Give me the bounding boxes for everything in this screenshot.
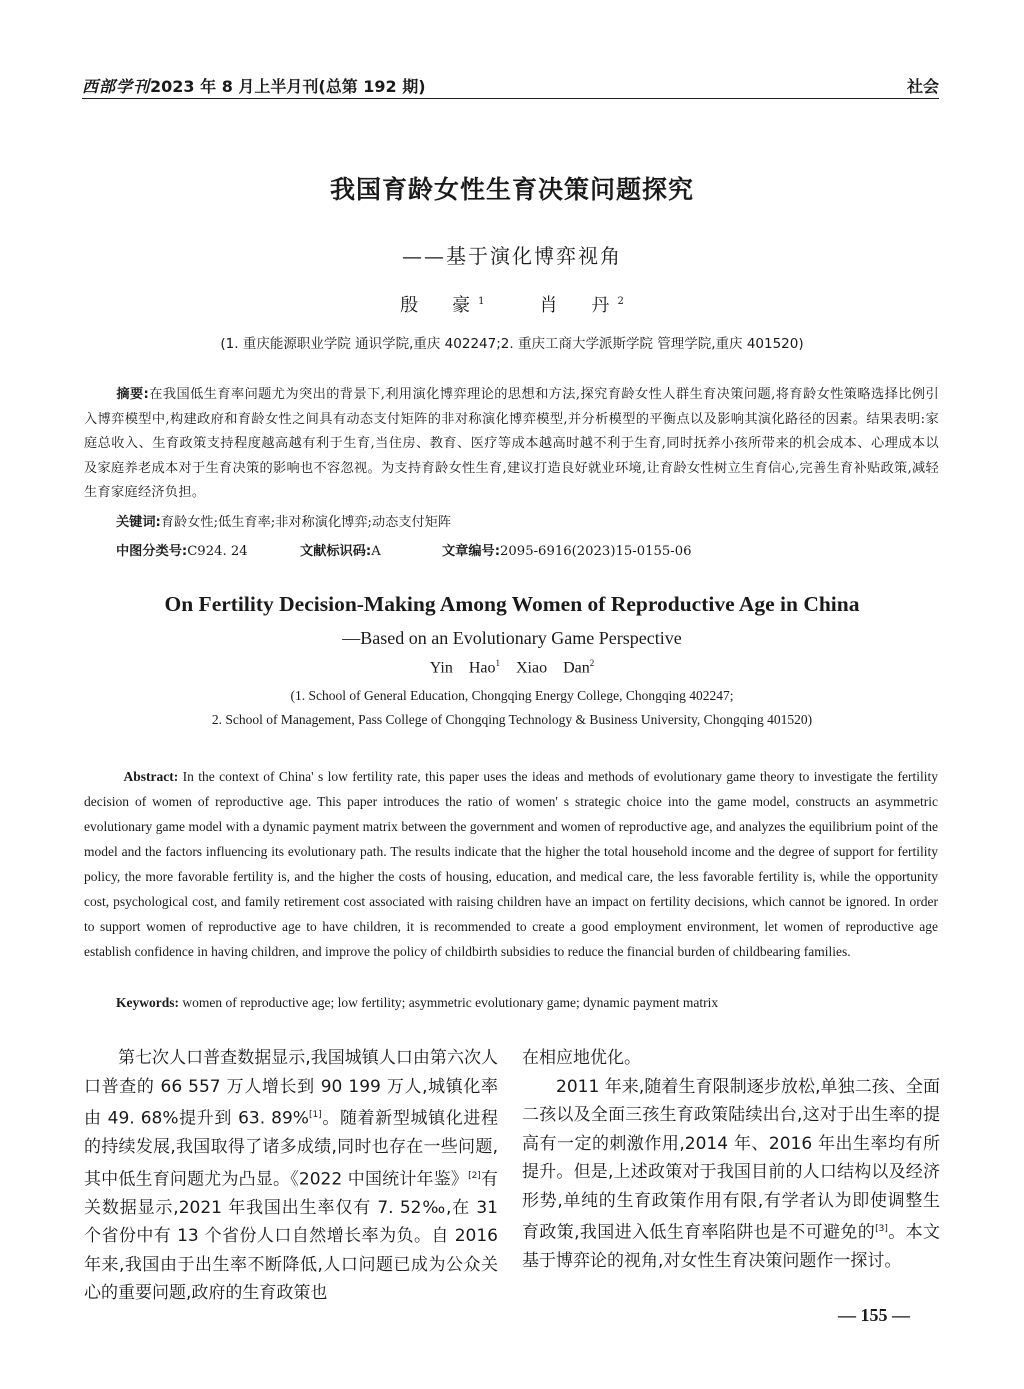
doc-value: A [371,544,381,559]
paper-subtitle-en: —Based on an Evolutionary Game Perspective [342,628,682,648]
paragraph [522,1073,940,1276]
journal-issue [82,74,426,97]
clc-label: 中图分类号: [116,544,188,559]
authors-en [0,658,1024,677]
article-label: 文章编号: [442,544,501,559]
clc-number [116,540,248,559]
affiliations-zh: (1. 重庆能源职业学院 通识学院,重庆 402247;2. 重庆工商大学派斯学院 管理学院,重庆 401520) [220,336,804,352]
keywords-en [116,995,936,1011]
body-text: 有关数据显示,2021 年我国出生率仅有 7. 52‰,在 31 个省份中有 13 个省份人口自然增长率为负。自 2016 年来,我国由于出生率不断降低,人口问题已成为公众关心的重要问题,政府的生育政策也 [84,1169,498,1304]
keywords-label-zh: 关键词: [116,515,161,530]
paper-title-en: On Fertility Decision-Making Among Women of Reproductive Age in China [164,592,860,616]
keywords-zh [116,511,936,530]
citation-ref: [1] [308,1110,322,1120]
doc-label: 文献标识码: [300,544,372,559]
section-label: 社会 [906,77,939,96]
author-name-en: Yin Hao [429,659,496,677]
paragraph: 在相应地优化。 [522,1048,641,1068]
author-name-en: Xiao Dan [516,659,590,677]
article-value: 2095-6916(2023)15-0155-06 [500,544,692,559]
author-name: 殷 豪 [400,295,479,316]
affiliation-en-2: 2. School of Management, Pass College of Chongqing Technology & Business University, Chongqing 401520) [211,712,813,727]
abstract-zh [84,383,939,506]
issue-text: 2023 年 8 月上半月刊(总第 192 期) [150,77,426,96]
author-affil-marker: 2 [617,296,624,307]
author-name: 肖 丹 [539,295,618,316]
body-text: 。随着新型城镇化进程的持续发展,我国取得了诸多成绩,同时也存在一些问题,其中低生育问题尤为凸显。《2022 中国统计年鉴》 [84,1108,498,1190]
abstract-label-zh: 摘要: [116,387,150,402]
author-affil-marker: 1 [478,296,485,307]
paper-title-zh: 我国育龄女性生育决策问题探究 [329,175,694,204]
affiliation-en-1: (1. School of General Education, Chongqing Energy College, Chongqing 402247; [290,688,734,703]
author-affil-marker: 2 [589,658,595,668]
body-text: 第七次人口普查数据显示,我国城镇人口由第六次人口普查的 66 557 万人增长到 90 199 万人,城镇化率由 49. 68%提升到 63. 89% [84,1048,498,1129]
keywords-text-en: women of reproductive age; low fertility; asymmetric evolutionary game; dynamic payment matrix [182,995,719,1010]
document-code [300,540,381,559]
body-column-right [522,1044,940,1276]
journal-logo: 西部学刊 [82,77,151,96]
body-text: 2011 年来,随着生育限制逐步放松,单独二孩、全面二孩以及全面三孩生育政策陆续出台,这对于出生率的提高有一定的刺激作用,2014 年、2016 年出生率均有所提升。但是,上述政策对于我国目前的人口结构以及经济形势,单纯的生育政策作用有限,有学者认为即使调整生育政策,我国进入低生育率陷阱也是不可避免的 [522,1076,940,1243]
clc-value: C924. 24 [187,544,248,559]
running-header [82,70,939,98]
keywords-label-en: Keywords: [116,995,179,1010]
keywords-text-zh: 育龄女性;低生育率;非对称演化博弈;动态支付矩阵 [160,515,452,530]
page-number: — 155 — [838,1305,910,1325]
author-affil-marker: 1 [495,658,500,668]
abstract-text-zh: 在我国低生育率问题尤为突出的背景下,利用演化博弈理论的思想和方法,探究育龄女性人群生育决策问题,将育龄女性策略选择比例引入博弈模型中,构建政府和育龄女性之间具有动态支付矩阵的非对称演化博弈模型,并分析模型的平衡点以及影响其演化路径的因素。结果表明:家庭总收入、生育政策支持程度越高越有利于生育,当住房、教育、医疗等成本越高时越不利于生育,同时抚养小孩所带来的机会成本、心理成本以及家庭养老成本对于生育决策的影响也不容忽视。为支持育龄女性生育,建议打造良好就业环境,让育龄女性树立生育信心,完善生育补贴政策,减轻生育家庭经济负担。 [84,387,939,500]
body-column-left [84,1044,498,1308]
citation-ref: [2] [468,1170,481,1181]
authors-zh [0,291,1024,317]
citation-ref: [3] [875,1224,888,1234]
abstract-text-en: In the context of China' s low fertility rate, this paper uses the ideas and methods of evolutionary game theory to investigate the fertility decision of women of reproductive age. This paper introduces the ratio of women' s strategic choice into the game model, constructs an asymmetric evolutionary game model with a dynamic payment matrix between the government and women of reproductive age, and analyzes the equilibrium point of the model and the factors influencing its evolutionary path. The results indicate that the higher the total household income and the degree of support for fertility policy, the more favorable fertility is, and the higher the costs of housing, education, and medical care, the less favorable fertility is, while the opportunity cost, psychological cost, and family retirement cost associated with raising children have an impact on fertility decisions, which cannot be ignored. In order to support women of reproductive age to have children, it is recommended to create a good employment environment, let women of reproductive age establish confidence in having children, and improve the policy of childbirth subsidies to reduce the financial burden of childbearing families. [84,769,938,959]
article-number [442,540,692,559]
abstract-label-en: Abstract: [123,769,179,784]
header-divider [82,98,939,99]
paper-subtitle-zh: ——基于演化博弈视角 [402,244,622,268]
abstract-en [84,764,938,964]
body-text: 。本文基于博弈论的视角,对女性生育决策问题作一探讨。 [522,1222,941,1272]
